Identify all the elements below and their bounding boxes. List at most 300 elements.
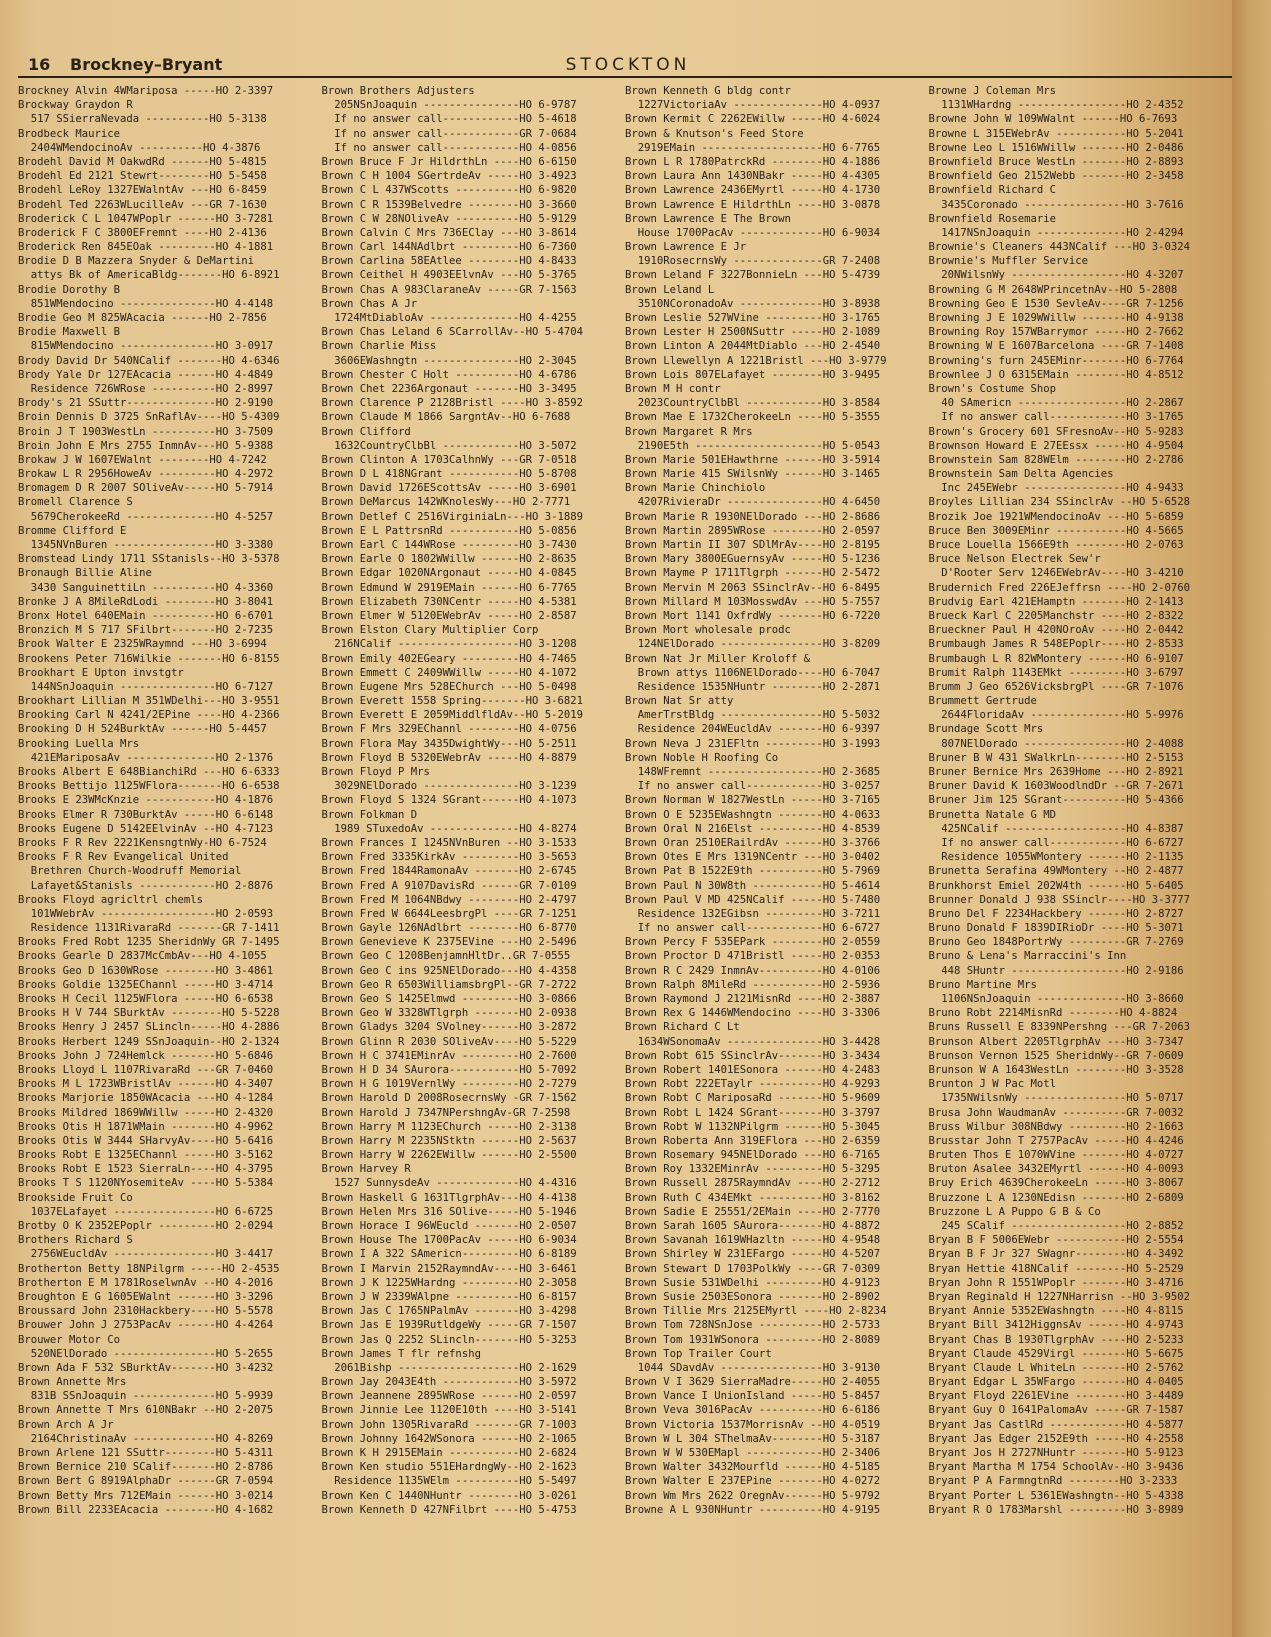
listing-entry: Brown Robt W 1132NPilgrm ------HO 5-3045 <box>625 1120 881 1133</box>
listing-columns <box>18 84 1232 1564</box>
listing-entry: Brown M H contr <box>625 382 721 395</box>
listing-entry: Brown Robt 615 SSinclrAv-------HO 3-3434 <box>625 1049 881 1062</box>
listing-entry: Bronaugh Billie Aline <box>18 567 152 580</box>
listing-entry: Brunson Albert 2205TlgrphAv ---HO 3-7347 <box>928 1035 1184 1048</box>
listing-entry: Brownie's Muffler Service <box>928 255 1088 268</box>
listing-entry: Brown I Marvin 2152RaymndAv----HO 3-6461 <box>321 1262 577 1275</box>
listing-entry: 2023CountryClbBl ------------HO 3-8584 <box>625 397 881 410</box>
listing-entry: Bronzich M S 717 SFilbrt-------HO 2-7235 <box>18 624 274 637</box>
listing-entry: Bromstead Lindy 1711 SStanisls--HO 3-5378 <box>18 553 280 566</box>
listing-entry: 2164ChristinaAv -------------HO 4-8269 <box>18 1432 274 1445</box>
listing-entry: Brownlee J O 6315EMain --------HO 4-8512 <box>928 368 1184 381</box>
listing-entry: Brookhart E Upton invstgtr <box>18 666 184 679</box>
listing-entry: Brown Roy 1332EMinrAv ---------HO 5-3295 <box>625 1163 881 1176</box>
listing-entry: 1227VictoriaAv --------------HO 4-0937 <box>625 99 881 112</box>
listing-column-1 <box>18 84 322 1564</box>
listing-entry: Brunetta Serafina 49WMontery --HO 2-4877 <box>928 865 1184 878</box>
listing-entry: Brown Glinn R 2030 SOliveAv----HO 5-5229 <box>321 1035 577 1048</box>
listing-entry: 425NCalif -------------------HO 4-8387 <box>928 822 1184 835</box>
listing-entry: Brouwer John J 2753PacAv ------HO 4-4264 <box>18 1319 274 1332</box>
listing-entry: Broderick F C 3800EFremnt ----HO 2-4136 <box>18 226 267 239</box>
listing-entry: Brusa John WaudmanAv ----------GR 7-0032 <box>928 1106 1184 1119</box>
listing-entry: Brown H D 34 SAurora-----------HO 5-7092 <box>321 1063 577 1076</box>
listing-entry: Brown Bernice 210 SCalif-------HO 2-8786 <box>18 1461 274 1474</box>
listing-entry: Brooks E 23WMcKnzie -----------HO 4-1876 <box>18 794 274 807</box>
listing-entry: Brownstein Sam 828WElm --------HO 2-2786 <box>928 453 1184 466</box>
listing-entry: Brown Kenneth G bldg contr <box>625 85 791 97</box>
listing-entry: Brown & Knutson's Feed Store <box>625 127 804 140</box>
listing-entry: Brown Charlie Miss <box>321 340 437 353</box>
city-heading: STOCKTON <box>565 55 691 75</box>
listing-entry: Brown Mae E 1732CherokeeLn ----HO 5-3555 <box>625 411 881 424</box>
listing-entry: Brown Detlef C 2516VirginiaLn---HO 3-1889 <box>321 510 583 523</box>
listing-entry: Bryant Martha M 1754 SchoolAv--HO 3-9436 <box>928 1461 1184 1474</box>
listing-entry: Bruten Thos E 1070WVine -------HO 4-0727 <box>928 1149 1184 1162</box>
listing-entry: Brown Nat Sr atty <box>625 695 734 708</box>
listing-entry: Brown Veva 3016PacAv ----------HO 6-6186 <box>625 1404 881 1417</box>
listing-entry: Brown Flora May 3435DwightWy---HO 5-2511 <box>321 737 577 750</box>
listing-entry: Brown Johnny 1642WSonora ------HO 2-1065 <box>321 1432 577 1445</box>
listing-entry: Brown Savanah 1619WHazltn -----HO 4-9548 <box>625 1234 881 1247</box>
listing-entry: Bryant Floyd 2261EVine --------HO 3-4489 <box>928 1390 1184 1403</box>
listing-entry: Brown Millard M 103MosswdAv ---HO 5-7557 <box>625 595 881 608</box>
listing-entry: Brown Kenneth D 427NFilbrt ----HO 5-4753 <box>321 1503 577 1516</box>
listing-entry: Brotherton E M 1781RoselwnAv --HO 4-2016 <box>18 1276 274 1289</box>
listing-entry: Brown Mayme P 1711Tlgrph ------HO 2-5472 <box>625 567 881 580</box>
listing-entry: Brumit Ralph 1143EMkt ---------HO 3-6797 <box>928 666 1184 679</box>
listing-entry: Bruzzone L A Puppo G B & Co <box>928 1205 1101 1218</box>
listing-entry: 1634WSonomaAv ---------------HO 3-4428 <box>625 1035 881 1048</box>
listing-entry: Brown Tillie Mrs 2125EMyrtl ----HO 2-8234 <box>625 1305 887 1318</box>
listing-entry: Brooks Robt E 1325EChannl -----HO 3-5162 <box>18 1149 274 1162</box>
listing-entry: Brown Floyd B 5320EWebrAv -----HO 4-8879 <box>321 751 577 764</box>
listing-entry: Bruner David K 1603WoodlndDr --GR 7-2671 <box>928 780 1184 793</box>
listing-entry: Brownie's Cleaners 443NCalif ---HO 3-0324 <box>928 241 1190 254</box>
listing-entry: Brundage Scott Mrs <box>928 723 1044 736</box>
listing-entry: Brown Leland F 3227BonnieLn ---HO 5-4739 <box>625 269 881 282</box>
listing-entry: 1735NWilsnWy ----------------HO 5-0717 <box>928 1092 1184 1105</box>
listing-entry: Brown Norman W 1827WestLn -----HO 3-7165 <box>625 794 881 807</box>
listing-entry: Browning Geo E 1530 SevleAv----GR 7-1256 <box>928 297 1184 310</box>
listing-entry: Bruno Del F 2234Hackbery ------HO 2-8727 <box>928 907 1184 920</box>
listing-entry: Bruner Jim 125 SGrant----------HO 5-4366 <box>928 794 1184 807</box>
listing-entry: Brown House The 1700PacAv -----HO 6-9034 <box>321 1234 577 1247</box>
listing-entry: 101WWebrAv ------------------HO 2-0593 <box>18 907 274 920</box>
listing-entry: Brown Leland L <box>625 283 715 296</box>
listing-entry: Bryant Guy O 1641PalomaAv -----GR 7-1587 <box>928 1404 1184 1417</box>
listing-entry: 205NSnJoaquin ---------------HO 6-9787 <box>321 99 577 112</box>
listing-entry: Brooks Henry J 2457 SLincln-----HO 4-2886 <box>18 1021 280 1034</box>
listing-entry: Bruner B W 431 SWalkrLn--------HO 2-5153 <box>928 751 1184 764</box>
listing-entry: Browning G M 2648WPrincetnAv--HO 5-2808 <box>928 283 1178 296</box>
listing-entry: Brown C H 1004 SGertrdeAv -----HO 3-4923 <box>321 170 577 183</box>
listing-entry: Bryant Annie 5352EWashngtn ----HO 4-8115 <box>928 1305 1184 1318</box>
listing-entry: Brown R C 2429 InmnAv----------HO 4-0106 <box>625 964 881 977</box>
listing-entry: Bryant Chas B 1930TlgrphAv ----HO 2-5233 <box>928 1333 1184 1346</box>
listing-entry: Brown Calvin C Mrs 736EClay ---HO 3-8614 <box>321 226 577 239</box>
listing-entry: Brooks Marjorie 1850WAcacia ---HO 4-1284 <box>18 1092 274 1105</box>
listing-entry: Brown Betty Mrs 712EMain ------HO 3-0214 <box>18 1489 274 1502</box>
listing-entry: Bryant R O 1783Marshl ---------HO 3-8989 <box>928 1503 1184 1516</box>
listing-entry: 124NElDorado ----------------HO 3-8209 <box>625 638 881 651</box>
listing-entry: Brown Horace I 96WEucld -------HO 2-0507 <box>321 1220 577 1232</box>
listing-entry: Brown's Grocery 601 SFresnoAv--HO 5-9283 <box>928 425 1184 438</box>
listing-column-3 <box>625 84 929 1564</box>
listing-entry: Brown Tom 728NSnJose ----------HO 2-5733 <box>625 1319 881 1332</box>
listing-entry: Brooks Eugene D 5142EElvinAv --HO 4-7123 <box>18 822 274 835</box>
listing-entry: Brummett Gertrude <box>928 695 1037 708</box>
listing-entry: Bruce Ben 3009EMinr -----------HO 4-5665 <box>928 524 1184 537</box>
page-number: 16 <box>28 55 51 74</box>
listing-entry: Residence 132EGibsn ---------HO 3-7211 <box>625 907 881 920</box>
listing-entry: Bryant Jos H 2727NHuntr -------HO 5-9123 <box>928 1447 1184 1459</box>
listing-entry: Brown Neva J 231EFltn ---------HO 3-1993 <box>625 737 881 750</box>
listing-entry: Brooks Gearle D 2837McCmbAv---HO 4-1055 <box>18 950 267 963</box>
listing-entry: Brotby O K 2352EPoplr ---------HO 2-0294 <box>18 1220 274 1232</box>
listing-entry: Residence 204WEucldAv -------HO 6-9397 <box>625 723 881 736</box>
listing-entry: 2919EMain -------------------HO 6-7765 <box>625 141 881 154</box>
listing-entry: Brooks Lloyd L 1107RivaraRd ---GR 7-0460 <box>18 1063 274 1076</box>
listing-entry: Browning Roy 157WBarrymor -----HO 2-7662 <box>928 326 1184 339</box>
listing-entry: Browning W E 1607Barcelona ----GR 7-1408 <box>928 340 1184 353</box>
listing-entry: Brown Sadie E 25551/2EMain ----HO 2-7770 <box>625 1205 881 1218</box>
listing-entry: Brown W W 530EMapl ------------HO 2-3406 <box>625 1447 881 1459</box>
listing-entry: Bryan B F Jr 327 SWagnr--------HO 4-3492 <box>928 1248 1184 1261</box>
listing-entry: Brown Pat B 1522E9th ----------HO 5-7969 <box>625 865 881 878</box>
listing-entry: Brooks H Cecil 1125WFlora -----HO 6-6538 <box>18 993 274 1005</box>
listing-entry: Brownstein Sam Delta Agencies <box>928 468 1114 481</box>
listing-entry: Bronx Hotel 640EMain ----------HO 6-6701 <box>18 609 274 622</box>
listing-entry: Brown Genevieve K 2375EVine ---HO 2-5496 <box>321 936 577 949</box>
listing-entry: If no answer call------------HO 4-0856 <box>321 141 577 154</box>
listing-entry: 517 SSierraNevada ----------HO 5-3138 <box>18 113 267 126</box>
listing-entry: Bruno Donald F 1839DIRioDr ----HO 5-3071 <box>928 922 1184 935</box>
listing-entry: Brown Russell 2875RaymndAv ----HO 2-2712 <box>625 1177 881 1190</box>
listing-entry: Bruno Robt 2214MisnRd --------HO 4-8824 <box>928 1007 1178 1020</box>
listing-entry: Brown Fred A 9107DavisRd ------GR 7-0109 <box>321 879 577 892</box>
listing-entry: Brown Richard C Lt <box>625 1021 740 1034</box>
listing-entry: Brueckner Paul H 420NOroAv ----HO 2-0442 <box>928 624 1184 637</box>
listing-entry: Brownfield Rosemarie <box>928 212 1057 225</box>
listing-entry: Bruno & Lena's Marraccini's Inn <box>928 950 1127 963</box>
listing-entry: Brown Carl 144NAdlbrt ---------HO 6-7360 <box>321 241 577 254</box>
listing-entry: Brooks John J 724Hemlck -------HO 5-6846 <box>18 1049 274 1062</box>
listing-entry: Brown Clarence P 2128Bristl ----HO 3-8592 <box>321 397 583 410</box>
listing-entry: Brown Llewellyn A 1221Bristl ---HO 3-9779 <box>625 354 887 367</box>
listing-entry: Brown Clinton A 1703CalhnWy ---GR 7-0518 <box>321 453 577 466</box>
listing-entry: Brown Claude M 1866 SargntAv--HO 6-7688 <box>321 411 571 424</box>
listing-entry: Brooks Robt E 1523 SierraLn----HO 4-3795 <box>18 1163 274 1176</box>
listing-entry: Brown John 1305RivaraRd -------GR 7-1003 <box>321 1418 577 1431</box>
listing-entry: Brown Robert 1401ESonora ------HO 4-2483 <box>625 1063 881 1076</box>
listing-entry: Brooks Fred Robt 1235 SheridnWy GR 7-1495 <box>18 936 280 949</box>
listing-entry: Brooks H V 744 SBurktAv --------HO 5-5228 <box>18 1007 280 1020</box>
listing-entry: Brown Clifford <box>321 425 411 438</box>
listing-entry: 1345NVnBuren ----------------HO 3-3380 <box>18 539 274 551</box>
listing-entry: Brown Marie Chinchiolo <box>625 482 766 495</box>
listing-entry: Brown C R 1539Belvedre --------HO 3-3660 <box>321 198 577 211</box>
listing-entry: Brumm J Geo 6526VicksbrgPl ----GR 7-1076 <box>928 680 1184 693</box>
listing-entry: Brown Lois 807ELafayet --------HO 3-9495 <box>625 368 881 381</box>
listing-entry: Brown Ralph 8MileRd -----------HO 2-5936 <box>625 978 881 991</box>
listing-entry: Brown Chet 2236Argonaut -------HO 3-3495 <box>321 382 577 395</box>
listing-entry: Brown Emily 402EGeary ---------HO 4-7465 <box>321 652 577 665</box>
listing-entry: Brown J W 2339WAlpne ----------HO 6-8157 <box>321 1290 577 1303</box>
listing-entry: Brown Emmett C 2409WWillw -----HO 4-1072 <box>321 666 577 679</box>
listing-entry: Brown I A 322 SAmericn---------HO 6-8189 <box>321 1248 577 1261</box>
listing-entry: Brown Mary 3800EGuernsyAv -----HO 5-1236 <box>625 553 881 566</box>
listing-entry: Brown Chas A Jr <box>321 297 418 310</box>
listing-entry: If no answer call------------HO 6-6727 <box>625 922 881 935</box>
listing-entry: Brown Harold D 2008RosecrnsWy -GR 7-1562 <box>321 1092 577 1105</box>
listing-entry: 2061Bishp -------------------HO 2-1629 <box>321 1361 577 1374</box>
listing-entry: Brooks Mildred 1869WWillw -----HO 2-4320 <box>18 1106 274 1119</box>
listing-entry: Brown Nat Jr Miller Kroloff & <box>625 652 810 665</box>
listing-entry: Brooks Floyd agricltrl chemls <box>18 893 203 906</box>
listing-entry: Brown Tom 1931WSonora ---------HO 2-8089 <box>625 1333 881 1346</box>
listing-entry: Brown Harvey R <box>321 1163 411 1176</box>
listing-entry: Brown Ceithel H 4903EElvnAv ---HO 5-3765 <box>321 269 577 282</box>
listing-entry: Browne Leo L 1516WWillw -------HO 2-0486 <box>928 141 1184 154</box>
listing-entry: 5679CherokeeRd --------------HO 4-5257 <box>18 510 274 523</box>
listing-entry: Bruce Nelson Electrek Sew'r <box>928 553 1101 566</box>
listing-entry: Brown Victoria 1537MorrisnAv --HO 4-0519 <box>625 1418 881 1431</box>
listing-entry: Brown Harry W 2262EWillw ------HO 2-5500 <box>321 1149 577 1162</box>
listing-entry: Brown Kermit C 2262EWillw -----HO 4-6024 <box>625 113 881 126</box>
listing-entry: Brown David 1726EScottsAv -----HO 3-6901 <box>321 482 577 495</box>
listing-entry: Brown Harold J 7347NPershngAv-GR 7-2598 <box>321 1106 571 1119</box>
listing-entry: Brown Everett E 2059MiddlfldAv--HO 5-2019 <box>321 709 583 722</box>
listing-entry: Brown Shirley W 231EFargo -----HO 4-5207 <box>625 1248 881 1261</box>
listing-entry: 2644FloridaAv ---------------HO 5-9976 <box>928 709 1184 722</box>
listing-entry: 815WMendocino ---------------HO 3-0917 <box>18 340 274 353</box>
listing-entry: Brown V I 3629 SierraMadre-----HO 2-4055 <box>625 1376 881 1389</box>
listing-entry: Brown Lawrence E Jr <box>625 241 747 254</box>
listing-entry: Bruss Wilbur 308NBdwy ---------HO 2-1663 <box>928 1120 1184 1133</box>
listing-entry: Brown Mervin M 2063 SSinclrAv--HO 6-8495 <box>625 581 881 594</box>
listing-entry: Brooks Elmer R 730BurktAv -----HO 6-6148 <box>18 808 274 821</box>
listing-entry: Brown Gladys 3204 SVolney------HO 3-2872 <box>321 1021 577 1034</box>
listing-entry: Browne A L 930NHuntr ----------HO 4-9195 <box>625 1503 881 1516</box>
listing-entry: House 1700PacAv -------------HO 6-9034 <box>625 226 881 239</box>
listing-entry: 2404WMendocinoAv ----------HO 4-3876 <box>18 141 261 154</box>
listing-entry: 1989 STuxedoAv --------------HO 4-8274 <box>321 822 577 835</box>
listing-entry: 148WFremnt ------------------HO 2-3685 <box>625 766 881 778</box>
listing-entry: Brethren Church-Woodruff Memorial <box>18 865 242 878</box>
listing-entry: 831B SSnJoaquin -------------HO 5-9939 <box>18 1390 274 1403</box>
listing-entry: Residence 1135WElm ----------HO 5-5497 <box>321 1475 577 1488</box>
listing-entry: Brooks Bettijo 1125WFlora-------HO 6-6538 <box>18 780 280 793</box>
listing-entry: Brown Linton A 2044MtDiablo ---HO 2-4540 <box>625 340 881 353</box>
listing-entry: Brown Fred M 1064NBdwy --------HO 2-4797 <box>321 893 577 906</box>
listing-entry: Bruton Asalee 3432EMyrtl ------HO 4-0093 <box>928 1163 1184 1176</box>
listing-entry: Brown Top Trailer Court <box>625 1347 772 1360</box>
listing-entry: Brown O E 5235EWashngtn -------HO 4-0633 <box>625 808 881 821</box>
listing-entry: Broyles Lillian 234 SSinclrAv --HO 5-6528 <box>928 496 1190 509</box>
listing-entry: Brown Wm Mrs 2622 OregnAv------HO 5-9792 <box>625 1489 881 1502</box>
listing-entry: Brown Frances I 1245NVnBuren --HO 3-1533 <box>321 836 577 849</box>
listing-entry: Brody David Dr 540NCalif -------HO 4-6346 <box>18 354 280 367</box>
listing-entry: Brown Paul V MD 425NCalif -----HO 5-7480 <box>625 893 881 906</box>
listing-entry: 1527 SunnysdeAv -------------HO 4-4316 <box>321 1177 577 1190</box>
listing-entry: Brown Oral N 216Elst ----------HO 4-8539 <box>625 822 881 835</box>
listing-entry: 20NWilsnWy ------------------HO 4-3207 <box>928 269 1184 282</box>
listing-entry: 1632CountryClbBl ------------HO 3-5072 <box>321 439 577 452</box>
listing-entry: 1037ELafayet ----------------HO 6-6725 <box>18 1205 274 1218</box>
listing-entry: attys Bk of AmericaBldg-------HO 6-8921 <box>18 269 280 282</box>
listing-entry: Brodehl David M OakwdRd ------HO 5-4815 <box>18 155 267 168</box>
listing-entry: Bruns Russell E 8339NPershng ---GR 7-2063 <box>928 1021 1190 1034</box>
listing-entry: Brown Marie 415 SWilsnWy ------HO 3-1465 <box>625 468 881 481</box>
listing-entry: Brownson Howard E 27EEssx -----HO 4-9504 <box>928 439 1184 452</box>
listing-entry: If no answer call------------GR 7-0684 <box>321 127 577 140</box>
listing-entry: Brunton J W Pac Motl <box>928 1078 1057 1091</box>
listing-entry: Brown Brothers Adjusters <box>321 85 475 97</box>
listing-column-2 <box>322 84 626 1564</box>
listing-entry: 1106NSnJoaquin --------------HO 3-8660 <box>928 993 1184 1005</box>
listing-entry: Brown K H 2915EMain -----------HO 2-6824 <box>321 1447 577 1459</box>
listing-entry: Brozik Joe 1921WMendocinoAv ---HO 5-6859 <box>928 510 1184 523</box>
listing-entry: Brody's 21 SSuttr--------------HO 2-9190 <box>18 397 274 410</box>
listing-entry: Brown D L 418NGrant -----------HO 5-8708 <box>321 468 577 481</box>
listing-entry: Bruce Louella 1566E9th --------HO 2-0763 <box>928 539 1184 551</box>
listing-entry: Bryan Hettie 418NCalif --------HO 5-2529 <box>928 1262 1184 1275</box>
listing-entry: Brokaw L R 2956HoweAv ---------HO 4-2972 <box>18 468 274 481</box>
listing-entry: Bryant Claude 4529Virgl -------HO 5-6675 <box>928 1347 1184 1360</box>
listing-entry: Brown Paul N 30W8th -----------HO 5-4614 <box>625 879 881 892</box>
listing-entry: Brown Elston Clary Multiplier Corp <box>321 624 539 637</box>
listing-entry: Brown Jay 2043E4th ------------HO 3-5972 <box>321 1376 577 1389</box>
listing-entry: Brown Vance I UnionIsland -----HO 5-8457 <box>625 1390 881 1403</box>
listing-entry: 144NSnJoaquin ---------------HO 6-7127 <box>18 680 274 693</box>
listing-entry: 3435Coronado ----------------HO 3-7616 <box>928 198 1184 211</box>
listing-entry: Brokaw J W 1607EWalnt --------HO 4-7242 <box>18 453 267 466</box>
listing-entry: Brown Harry M 1123EChurch -----HO 2-3138 <box>321 1120 577 1133</box>
listing-entry: Brueck Karl C 2205Manchstr ----HO 2-8322 <box>928 609 1184 622</box>
listing-entry: Bryant Porter L 5361EWashngtn--HO 5-4338 <box>928 1489 1184 1502</box>
listing-entry: Brown Haskell G 1631TlgrphAv---HO 4-4138 <box>321 1191 577 1204</box>
listing-entry: Brown Geo W 3328WTlgrph -------HO 2-0938 <box>321 1007 577 1020</box>
listing-entry: Brooks T S 1120NYosemiteAv ----HO 5-5384 <box>18 1177 274 1190</box>
listing-entry: Brown Otes E Mrs 1319NCentr ---HO 3-0402 <box>625 851 881 864</box>
listing-entry: Brown C W 28NOliveAv ----------HO 5-9129 <box>321 212 577 225</box>
listing-entry: 1044 SDavdAv ----------------HO 3-9130 <box>625 1361 881 1374</box>
listing-entry: If no answer call------------HO 3-1765 <box>928 411 1184 424</box>
listing-entry: Browning's furn 245EMinr-------HO 6-7764 <box>928 354 1184 367</box>
listing-entry: Brown Geo S 1425Elmwd ---------HO 3-0866 <box>321 993 577 1005</box>
header-rule <box>18 76 1232 78</box>
listing-entry: Brodie Maxwell B <box>18 326 121 339</box>
listing-entry: Brown Edmund W 2919EMain ------HO 6-7765 <box>321 581 577 594</box>
listing-entry: Browne L 315EWebrAv -----------HO 5-2041 <box>928 127 1184 140</box>
listing-entry: Brody Yale Dr 127EAcacia ------HO 4-4849 <box>18 368 274 381</box>
listing-entry: Brown Laura Ann 1430NBakr -----HO 4-4305 <box>625 170 881 183</box>
listing-entry: Brown J K 1225WHardng ---------HO 2-3058 <box>321 1276 577 1289</box>
listing-entry: Brown Arlene 121 SSuttr--------HO 5-4311 <box>18 1447 274 1459</box>
listing-entry: Bruno Martine Mrs <box>928 978 1037 991</box>
listing-entry: Browning J E 1029WWillw -------HO 4-9138 <box>928 312 1184 324</box>
listing-entry: Bryant P A FarmngtnRd --------HO 3-2333 <box>928 1475 1178 1488</box>
listing-entry: Brown Folkman D <box>321 808 418 821</box>
listing-entry: 245 SCalif ------------------HO 2-8852 <box>928 1220 1184 1232</box>
listing-entry: Brown Annette T Mrs 610NBakr --HO 2-2075 <box>18 1404 274 1417</box>
listing-entry: Brown Jas E 1939RutldgeWy -----GR 7-1507 <box>321 1319 577 1332</box>
listing-entry: Brown Carlina 58EAtlee --------HO 4-8433 <box>321 255 577 268</box>
listing-entry: Bryant Edgar L 35WFargo -------HO 4-0405 <box>928 1376 1184 1389</box>
listing-entry: 520NElDorado ----------------HO 5-2655 <box>18 1347 274 1360</box>
listing-entry: 2756WEucldAv ----------------HO 3-4417 <box>18 1248 274 1261</box>
listing-entry: Brown Jas Q 2252 SLincln-------HO 5-3253 <box>321 1333 577 1346</box>
listing-entry: Brown's Costume Shop <box>928 382 1057 395</box>
listing-entry: Brown Sarah 1605 SAurora-------HO 4-8872 <box>625 1220 881 1232</box>
listing-entry: Brown Marie R 1930NElDorado ---HO 2-8686 <box>625 510 881 523</box>
listing-entry: 1417NSnJoaquin --------------HO 2-4294 <box>928 226 1184 239</box>
listing-entry: Brown Bert G 8919AlphaDr ------GR 7-0594 <box>18 1475 274 1488</box>
listing-entry: Brown Elmer W 5120EWebrAv -----HO 2-8587 <box>321 609 577 622</box>
listing-entry: Brown Fred 3335KirkAv ---------HO 3-5653 <box>321 851 577 864</box>
listing-entry: Brown Proctor D 471Bristl -----HO 2-0353 <box>625 950 881 963</box>
listing-entry: Brunkhorst Emiel 202W4th ------HO 5-6405 <box>928 879 1184 892</box>
listing-entry: Brooks Goldie 1325EChannl -----HO 3-4714 <box>18 978 274 991</box>
listing-entry: Brown Mort 1141 OxfrdWy -------HO 6-7220 <box>625 609 881 622</box>
listing-entry: Brooks Herbert 1249 SSnJoaquin--HO 2-1324 <box>18 1035 280 1048</box>
listing-entry: Brown Lawrence E The Brown <box>625 212 791 225</box>
listing-entry: Residence 1131RivaraRd -------GR 7-1411 <box>18 922 280 935</box>
listing-entry: Brown DeMarcus 142WKnolesWy---HO 2-7771 <box>321 496 571 509</box>
listing-entry: 1131WHardng -----------------HO 2-4352 <box>928 99 1184 112</box>
listing-entry: 1910RosecrnsWy --------------GR 7-2408 <box>625 255 881 268</box>
listing-entry: Bruno Geo 1848PortrWy ---------GR 7-2769 <box>928 936 1184 949</box>
listing-entry: Brooks Geo D 1630WRose --------HO 3-4861 <box>18 964 274 977</box>
listing-entry: Residence 1535NHuntr --------HO 2-2871 <box>625 680 881 693</box>
listing-column-4 <box>929 84 1233 1564</box>
listing-entry: Brown Susie 531WDelhi ---------HO 4-9123 <box>625 1276 881 1289</box>
listing-entry: Broderick Ren 845EOak ---------HO 4-1881 <box>18 241 274 254</box>
listing-entry: Brown Martin II 307 SDlMrAv----HO 2-8195 <box>625 539 881 551</box>
listing-entry: Brown Roberta Ann 319EFlora ---HO 2-6359 <box>625 1134 881 1147</box>
listing-entry: 1724MtDiabloAv --------------HO 4-4255 <box>321 312 577 324</box>
listing-entry: Brooking Luella Mrs <box>18 737 140 750</box>
listing-entry: Brouwer Motor Co <box>18 1333 121 1346</box>
listing-entry: Brown Robt C MariposaRd -------HO 5-9609 <box>625 1092 881 1105</box>
listing-entry: Brodehl Ted 2263WLucilleAv ---GR 7-1630 <box>18 198 267 211</box>
listing-entry: Brown Raymond J 2121MisnRd ----HO 2-3887 <box>625 993 881 1005</box>
listing-entry: Brown Earle O 1802WWillw ------HO 2-8635 <box>321 553 577 566</box>
listing-entry: Brown Harry M 2235NStktn ------HO 2-5637 <box>321 1134 577 1147</box>
listing-entry: Bromme Clifford E <box>18 524 127 537</box>
listing-entry: Broderick C L 1047WPoplr ------HO 3-7281 <box>18 212 274 225</box>
listing-entry: Brown Ken studio 551EHardngWy--HO 2-1623 <box>321 1461 577 1474</box>
listing-entry: Brown Floyd P Mrs <box>321 766 430 778</box>
listing-entry: Brooks M L 1723WBristlAv ------HO 4-3407 <box>18 1078 274 1091</box>
listing-entry: Brown Fred W 6644LeesbrgPl ----GR 7-1251 <box>321 907 577 920</box>
listing-entry: Bryant Jas CastlRd ------------HO 4-5877 <box>928 1418 1184 1431</box>
listing-entry: Brown Ada F 532 SBurktAv-------HO 3-4232 <box>18 1361 274 1374</box>
listing-entry: Brookens Peter 716Wilkie -------HO 6-8155 <box>18 652 280 665</box>
page-header <box>28 55 1228 77</box>
listing-entry: Brown W L 304 SThelmaAv--------HO 5-3187 <box>625 1432 881 1445</box>
listing-entry: Brown Lawrence 2436EMyrtl -----HO 4-1730 <box>625 184 881 197</box>
listing-entry: Brodie Dorothy B <box>18 283 121 296</box>
running-head: Brockney–Bryant <box>70 55 223 74</box>
listing-entry: Brown Everett 1558 Spring-------HO 3-6821 <box>321 695 583 708</box>
listing-entry: Brown Susie 2503ESonora -------HO 2-8902 <box>625 1290 881 1303</box>
listing-entry: Brown Margaret R Mrs <box>625 425 753 438</box>
listing-entry: Brudernich Fred 226EJeffrsn ----HO 2-0760 <box>928 581 1190 594</box>
listing-entry: Brown F Mrs 329EChannl --------HO 4-0756 <box>321 723 577 736</box>
listing-entry: Brown Geo R 6503WilliamsbrgPl--GR 7-2722 <box>321 978 577 991</box>
listing-entry: If no answer call------------HO 3-0257 <box>625 780 881 793</box>
